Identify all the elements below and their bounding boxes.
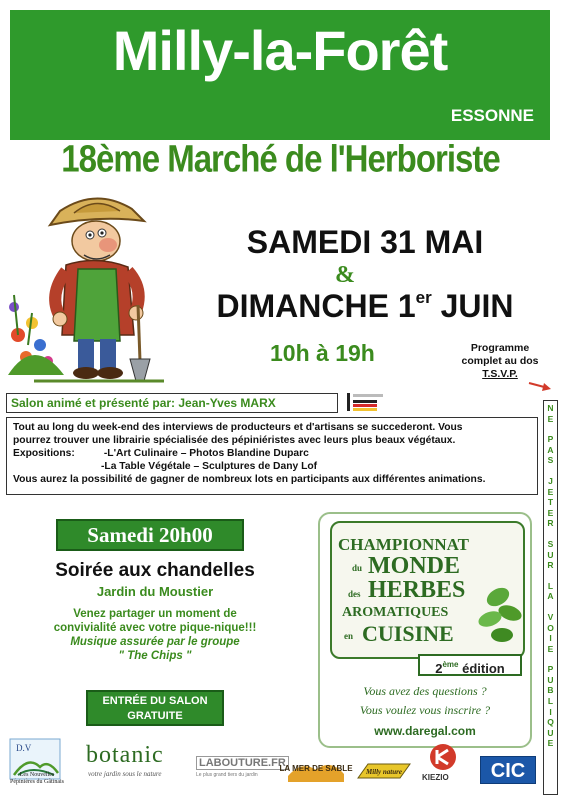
botanic-tagline: votre jardin sous le nature bbox=[88, 770, 162, 778]
champ-word-6: AROMATIQUES bbox=[342, 605, 449, 620]
exhibition-2: -La Table Végétale – Sculptures de Dany Lof bbox=[101, 461, 318, 472]
programme-line2: complet au dos bbox=[461, 355, 539, 367]
date-sunday-ordinal: er bbox=[415, 288, 432, 307]
invite-line2: convivialité avec votre pique-nique!!! bbox=[53, 622, 257, 634]
edition-word: édition bbox=[462, 661, 505, 676]
champ-word-8: CUISINE bbox=[362, 621, 454, 646]
championship-website-link[interactable]: www.daregal.com bbox=[374, 724, 476, 738]
edition-number: 2 bbox=[435, 661, 443, 676]
exhibitions-label: Expositions: bbox=[13, 448, 75, 459]
kiezio-label: KIEZIO bbox=[422, 773, 449, 782]
entry-line1: ENTRÉE DU SALON bbox=[102, 695, 208, 707]
evening-place: Jardin du Moustier bbox=[96, 584, 214, 599]
date-saturday: SAMEDI 31 MAI bbox=[246, 224, 484, 260]
side-notice-text: N E P A S J E T E R S U R L A V O I E P U B L I Q U E bbox=[547, 403, 554, 749]
presenter-box: Salon animé et présenté par: Jean-Yves MARX bbox=[6, 393, 338, 413]
info-line-5: Vous aurez la possibilité de gagner de nombreux lots en participants aux différentes animations. bbox=[13, 474, 486, 485]
champ-word-7: en bbox=[344, 631, 353, 641]
cic-bank-logo: CIC bbox=[480, 756, 536, 784]
milly-nature-logo bbox=[356, 760, 412, 782]
date-sunday-day: DIMANCHE 1 bbox=[216, 288, 416, 324]
event-title: 18ème Marché de l'Herboriste bbox=[61, 137, 500, 180]
arrow-right-icon bbox=[528, 380, 552, 392]
free-entry-badge bbox=[86, 690, 224, 726]
evening-title: Soirée aux chandelles bbox=[55, 560, 255, 581]
date-sunday bbox=[170, 288, 560, 325]
info-box bbox=[6, 417, 538, 495]
music-line1: Musique assurée par le groupe bbox=[70, 636, 240, 648]
dv-initials: D.V bbox=[16, 743, 32, 753]
programme-line1: Programme bbox=[470, 342, 530, 354]
dv-caption-line2: Pépinières du Gâtinais bbox=[10, 779, 64, 785]
date-ampersand: & bbox=[335, 262, 355, 288]
evening-invite bbox=[20, 607, 290, 635]
botanic-logo: botanic bbox=[86, 742, 164, 768]
opening-hours: 10h à 19h bbox=[270, 340, 375, 366]
invite-line1: Venez partager un moment de bbox=[73, 608, 237, 620]
championship-question-1: Vous avez des questions ? bbox=[363, 684, 487, 698]
info-line-2: pourrez trouver une librairie spécialisée des pépiniéristes avec leurs plus beaux végétaux. bbox=[13, 435, 456, 446]
town-title: Milly-la-Forêt bbox=[112, 19, 448, 82]
programme-tsvp-link[interactable]: T.S.V.P. bbox=[482, 368, 518, 380]
department-label: ESSONNE bbox=[450, 106, 534, 125]
champ-word-5: HERBES bbox=[368, 577, 466, 603]
champ-word-1: CHAMPIONNAT bbox=[338, 535, 469, 554]
flag-logo-icon bbox=[345, 390, 405, 414]
mer-de-sable-logo bbox=[279, 756, 353, 782]
kiezio-logo-icon bbox=[428, 742, 458, 772]
championship-question-2: Vous voulez vous inscrire ? bbox=[359, 703, 491, 717]
music-line2: " The Chips " bbox=[118, 650, 192, 662]
dv-caption bbox=[4, 772, 70, 786]
champ-word-4: des bbox=[348, 589, 361, 599]
herb-leaves-icon bbox=[472, 579, 524, 649]
evening-badge: Samedi 20h00 bbox=[56, 519, 244, 551]
edition-badge bbox=[418, 654, 522, 676]
mer-de-sable-text: LA MER DE SABLE bbox=[279, 764, 353, 773]
dv-caption-line1: Les Nouvelles bbox=[19, 772, 55, 778]
champ-word-3: MONDE bbox=[368, 553, 460, 579]
info-line-1: Tout au long du week-end des interviews de producteurs et d'artisans se succederont. Vous bbox=[13, 422, 463, 433]
programme-note bbox=[440, 342, 560, 381]
exhibitions-row bbox=[13, 447, 531, 460]
champ-word-2: du bbox=[352, 563, 363, 573]
header-banner bbox=[10, 10, 550, 140]
labouture-tagline: Le plus grand tiers du jardin bbox=[196, 772, 258, 778]
championship-logo bbox=[330, 521, 525, 659]
labouture-logo: LABOUTURE.FR bbox=[196, 756, 289, 770]
entry-line2: GRATUITE bbox=[127, 710, 183, 722]
date-sunday-month: JUIN bbox=[440, 288, 514, 324]
evening-music bbox=[20, 635, 290, 663]
milly-nature-text: Milly nature bbox=[366, 768, 402, 776]
edition-ordinal: ème bbox=[442, 660, 459, 669]
gardener-illustration bbox=[4, 185, 174, 385]
exhibition-1: -L'Art Culinaire – Photos Blandine Duparc bbox=[103, 448, 309, 459]
